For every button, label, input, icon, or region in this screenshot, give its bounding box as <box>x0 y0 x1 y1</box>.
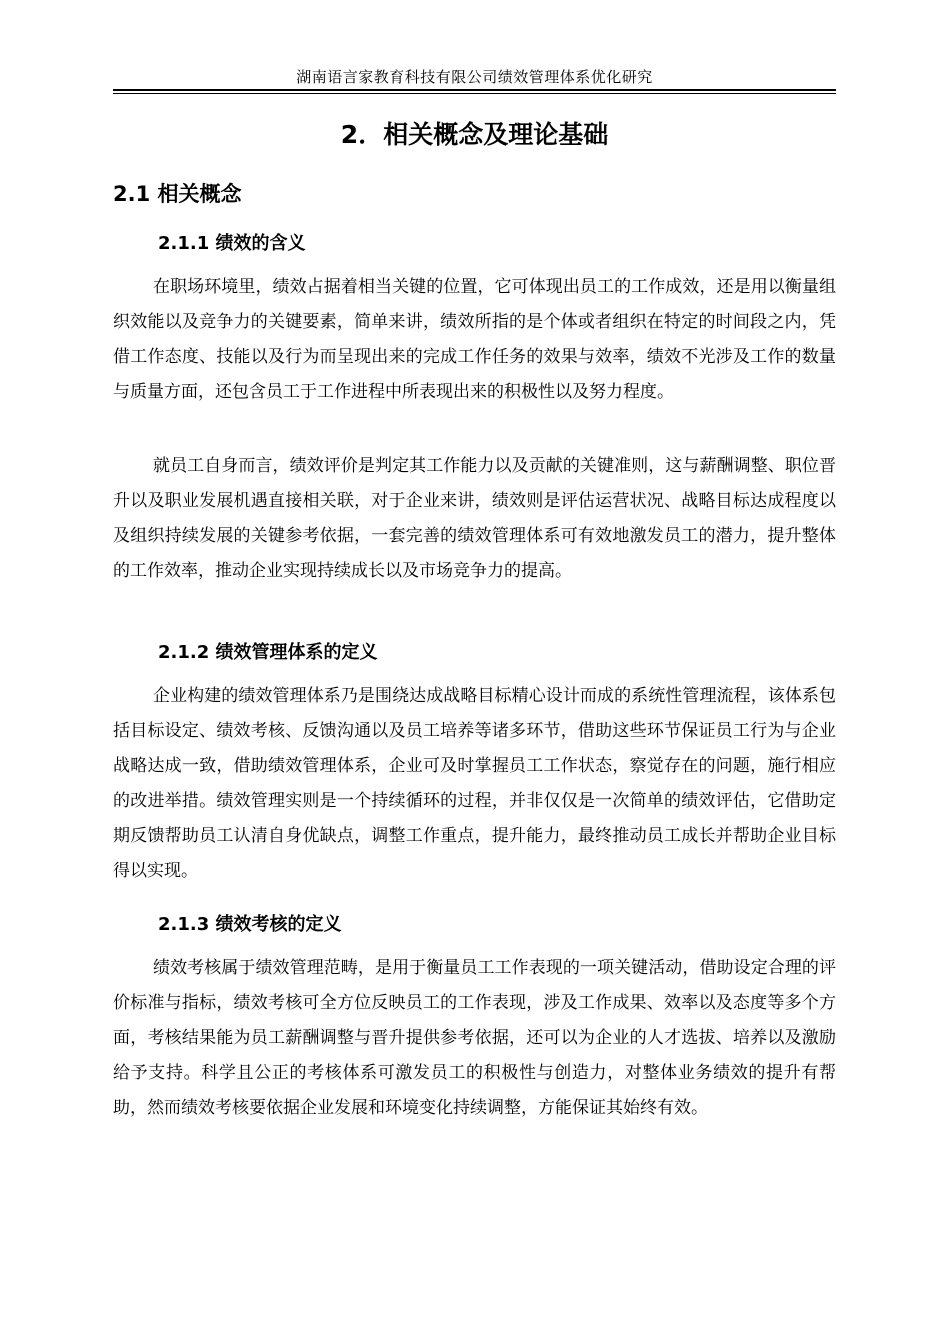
header-rule <box>113 89 836 91</box>
header-rule-secondary <box>113 93 836 94</box>
paragraph-2-1-1-b: 就员工自身而言，绩效评价是判定其工作能力以及贡献的关键准则，这与薪酬调整、职位晋升以及职业发展机遇直接相关联，对于企业来讲，绩效则是评估运营状况、战略目标达成程度以及组织持续发展的关键参考依据，一套完善的绩效管理体系可有效地激发员工的潜力，提升整体的工作效率，推动企业实现持续成长以及市场竞争力的提高。 <box>113 456 836 581</box>
chapter-title: 2．相关概念及理论基础 <box>340 120 609 149</box>
subsection-heading-2-1-1: 2.1.1 绩效的含义 <box>158 233 306 254</box>
section-heading-2-1: 2.1 相关概念 <box>113 182 242 206</box>
running-header: 湖南语言家教育科技有限公司绩效管理体系优化研究 <box>296 68 653 86</box>
paragraph-2-1-2-a: 企业构建的绩效管理体系乃是围绕达成战略目标精心设计而成的系统性管理流程，该体系包括目标设定、绩效考核、反馈沟通以及员工培养等诸多环节，借助这些环节保证员工行为与企业战略达成一致，借助绩效管理体系，企业可及时掌握员工工作状态，察觉存在的问题，施行相应的改进举措。绩效管理实则是一个持续循环的过程，并非仅仅是一次简单的绩效评估，它借助定期反馈帮助员工认清自身优缺点，调整工作重点，提升能力，最终推动员工成长并帮助企业目标得以实现。 <box>113 686 836 881</box>
subsection-heading-2-1-3: 2.1.3 绩效考核的定义 <box>158 914 342 935</box>
paragraph-2-1-1-a: 在职场环境里，绩效占据着相当关键的位置，它可体现出员工的工作成效，还是用以衡量组织效能以及竞争力的关键要素，简单来讲，绩效所指的是个体或者组织在特定的时间段之内，凭借工作态度、技能以及行为而呈现出来的完成工作任务的效果与效率，绩效不光涉及工作的数量与质量方面，还包含员工于工作进程中所表现出来的积极性以及努力程度。 <box>113 277 836 402</box>
paragraph-2-1-3-a: 绩效考核属于绩效管理范畴，是用于衡量员工工作表现的一项关键活动，借助设定合理的评价标准与指标，绩效考核可全方位反映员工的工作表现，涉及工作成果、效率以及态度等多个方面，考核结果能为员工薪酬调整与晋升提供参考依据，还可以为企业的人才选拔、培养以及激励给予支持。科学且公正的考核体系可激发员工的积极性与创造力，对整体业务绩效的提升有帮助，然而绩效考核要依据企业发展和环境变化持续调整，方能保证其始终有效。 <box>113 958 836 1118</box>
subsection-heading-2-1-2: 2.1.2 绩效管理体系的定义 <box>158 642 378 663</box>
